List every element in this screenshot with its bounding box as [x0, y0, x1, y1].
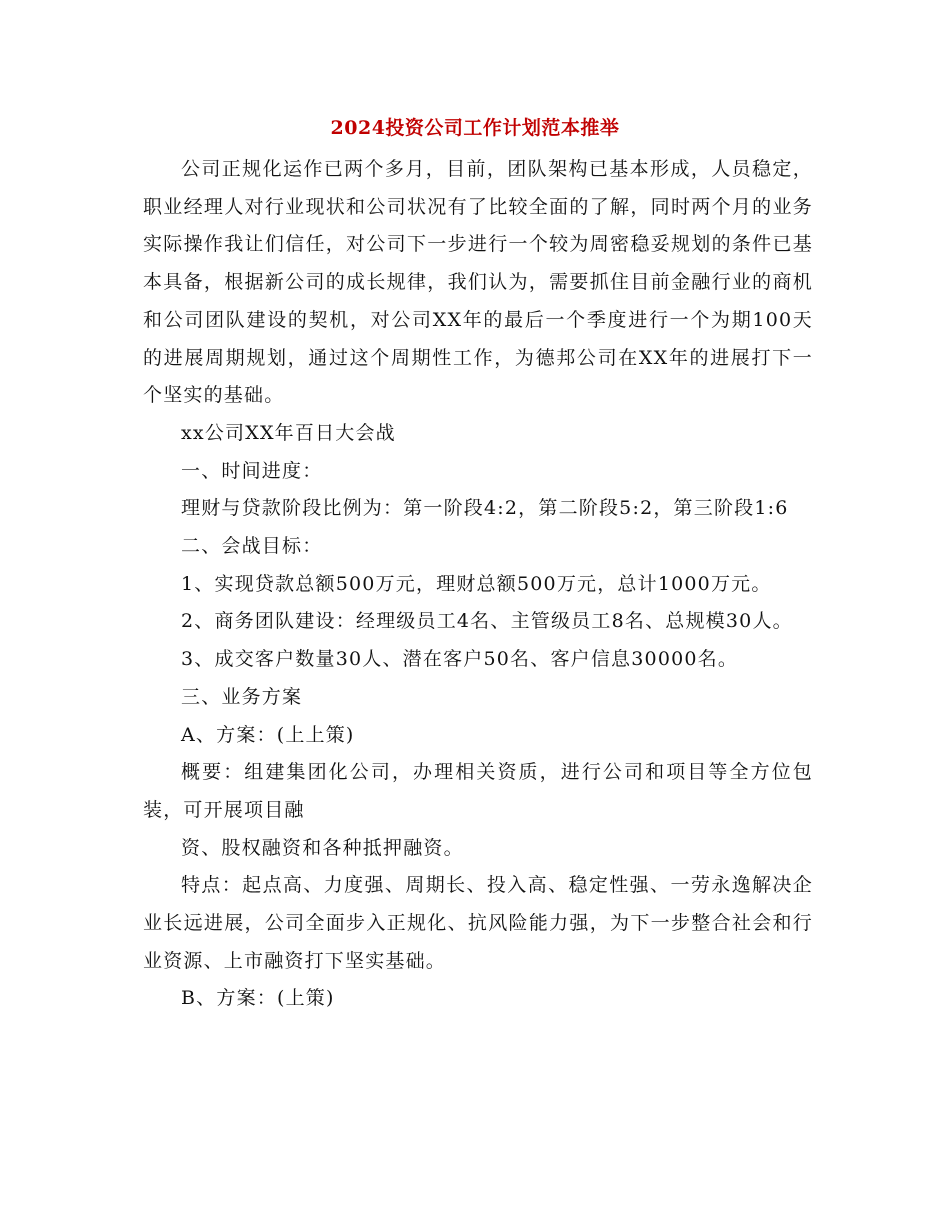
paragraph-intro: 公司正规化运作已两个多月，目前，团队架构已基本形成，人员稳定，职业经理人对行业现状和公司状况有了比较全面的了解，同时两个月的业务实际操作我让们信任，对公司下一步进行一个较为周密稳妥规划的条件已基本具备，根据新公司的成长规律，我们认为，需要抓住目前金融行业的商机和公司团队建设的契机，对公司XX年的最后一个季度进行一个为期100天的进展周期规划，通过这个周期性工作，为德邦公司在XX年的进展打下一个坚实的基础。 [143, 158, 813, 407]
paragraph-campaign-name: xx公司XX年百日大会战 [181, 421, 396, 444]
plan-a-heading: A、方案：(上上策) [181, 723, 355, 746]
plan-a-features: 特点：起点高、力度强、周期长、投入高、稳定性强、一劳永逸解决企业长远进展，公司全面步入正规化、抗风险能力强，为下一步整合社会和行业资源、上市融资打下坚实基础。 [143, 874, 813, 972]
plan-a-summary-continued: 资、股权融资和各种抵押融资。 [181, 836, 464, 859]
document-title: 2024投资公司工作计划范本推举 [330, 117, 620, 139]
goal-item-3: 3、成交客户数量30人、潜在客户50名、客户信息30000名。 [181, 648, 739, 671]
goal-item-2: 2、商务团队建设：经理级员工4名、主管级员工8名、总规模30人。 [181, 610, 793, 633]
document-body [143, 151, 813, 1018]
paragraph-stage-ratio: 理财与贷款阶段比例为：第一阶段4:2，第二阶段5:2，第三阶段1:6 [181, 497, 789, 520]
section-heading-plans: 三、业务方案 [181, 685, 303, 708]
goal-item-1: 1、实现贷款总额500万元，理财总额500万元，总计1000万元。 [181, 572, 772, 595]
plan-a-summary: 概要：组建集团化公司，办理相关资质，进行公司和项目等全方位包装，可开展项目融 [143, 761, 813, 821]
plan-b-heading: B、方案：(上策) [181, 987, 335, 1010]
section-heading-schedule: 一、时间进度： [181, 459, 323, 482]
section-heading-goals: 二、会战目标： [181, 535, 323, 558]
